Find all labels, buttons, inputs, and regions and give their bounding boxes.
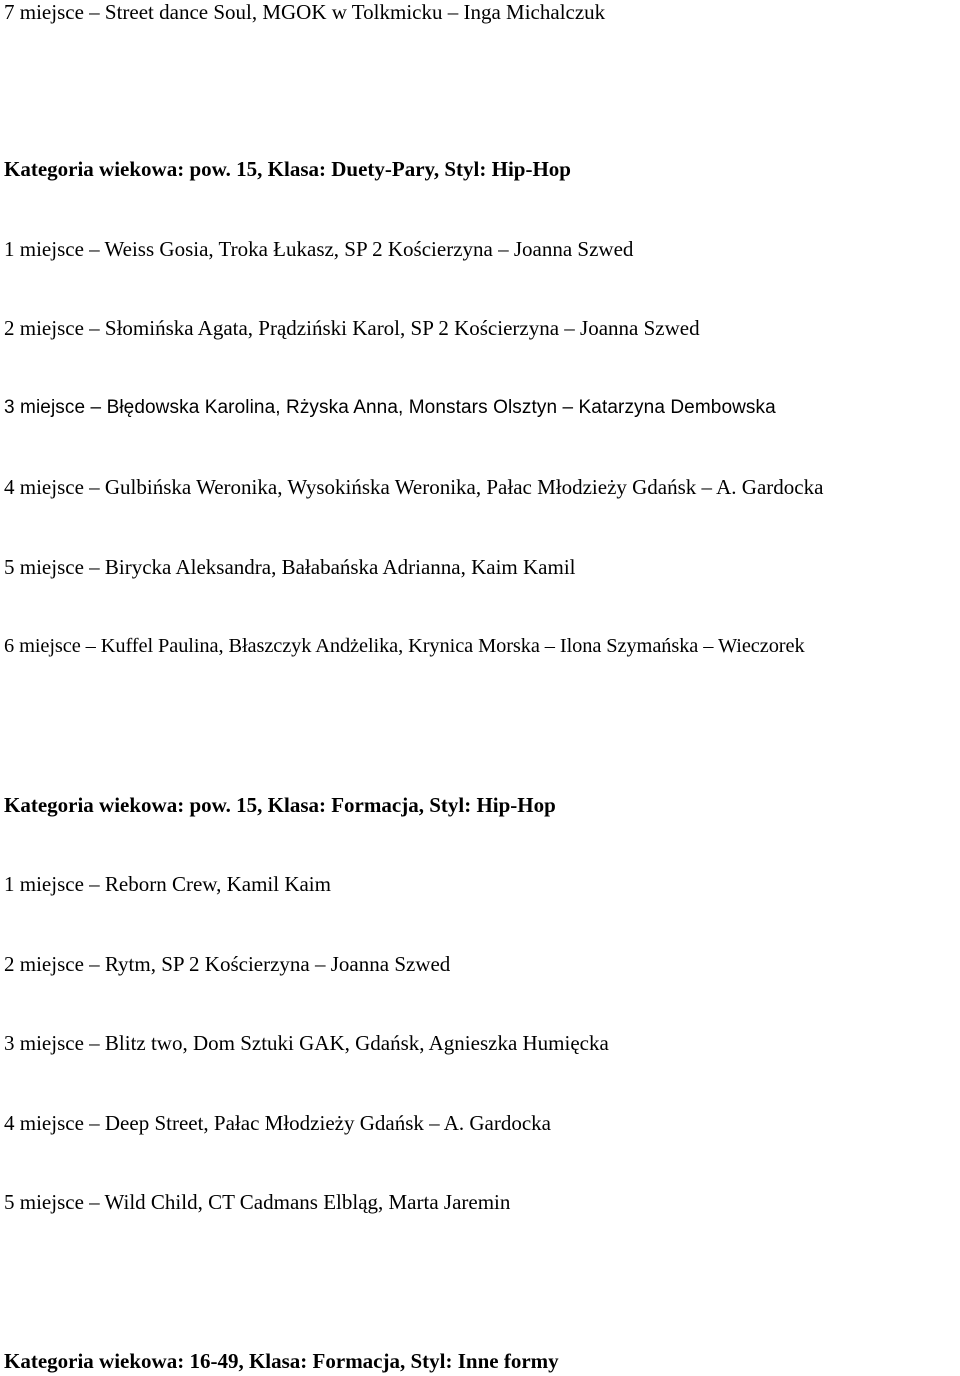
result-entry: 1 miejsce – Reborn Crew, Kamil Kaim: [4, 872, 331, 896]
result-entry: 3 miejsce – Blitz two, Dom Sztuki GAK, Gdańsk, Agnieszka Humięcka: [4, 1031, 609, 1055]
result-entry: 4 miejsce – Deep Street, Pałac Młodzieży Gdańsk – A. Gardocka: [4, 1111, 551, 1135]
category-heading-duety: Kategoria wiekowa: pow. 15, Klasa: Duety-Pary, Styl: Hip-Hop: [4, 157, 571, 181]
result-entry: 3 miejsce – Błędowska Karolina, Rżyska Anna, Monstars Olsztyn – Katarzyna Dembowska: [4, 397, 776, 418]
category-heading-formacja: Kategoria wiekowa: pow. 15, Klasa: Formacja, Styl: Hip-Hop: [4, 793, 556, 817]
result-entry: 2 miejsce – Rytm, SP 2 Kościerzyna – Joanna Szwed: [4, 952, 451, 976]
result-entry: 5 miejsce – Wild Child, CT Cadmans Elbląg, Marta Jaremin: [4, 1190, 511, 1214]
result-entry: 5 miejsce – Birycka Aleksandra, Bałabańska Adrianna, Kaim Kamil: [4, 555, 576, 579]
result-entry: 4 miejsce – Gulbińska Weronika, Wysokińska Weronika, Pałac Młodzieży Gdańsk – A. Gardocka: [4, 475, 824, 499]
result-entry: 6 miejsce – Kuffel Paulina, Błaszczyk Andżelika, Krynica Morska – Ilona Szymańska – Wieczorek: [4, 635, 805, 657]
result-entry: 1 miejsce – Weiss Gosia, Troka Łukasz, SP 2 Kościerzyna – Joanna Szwed: [4, 237, 634, 261]
category-heading-inne-formy: Kategoria wiekowa: 16-49, Klasa: Formacja, Styl: Inne formy: [4, 1349, 559, 1373]
result-entry: 2 miejsce – Słomińska Agata, Prądziński Karol, SP 2 Kościerzyna – Joanna Szwed: [4, 316, 700, 340]
result-entry: 7 miejsce – Street dance Soul, MGOK w Tolkmicku – Inga Michalczuk: [4, 0, 606, 24]
